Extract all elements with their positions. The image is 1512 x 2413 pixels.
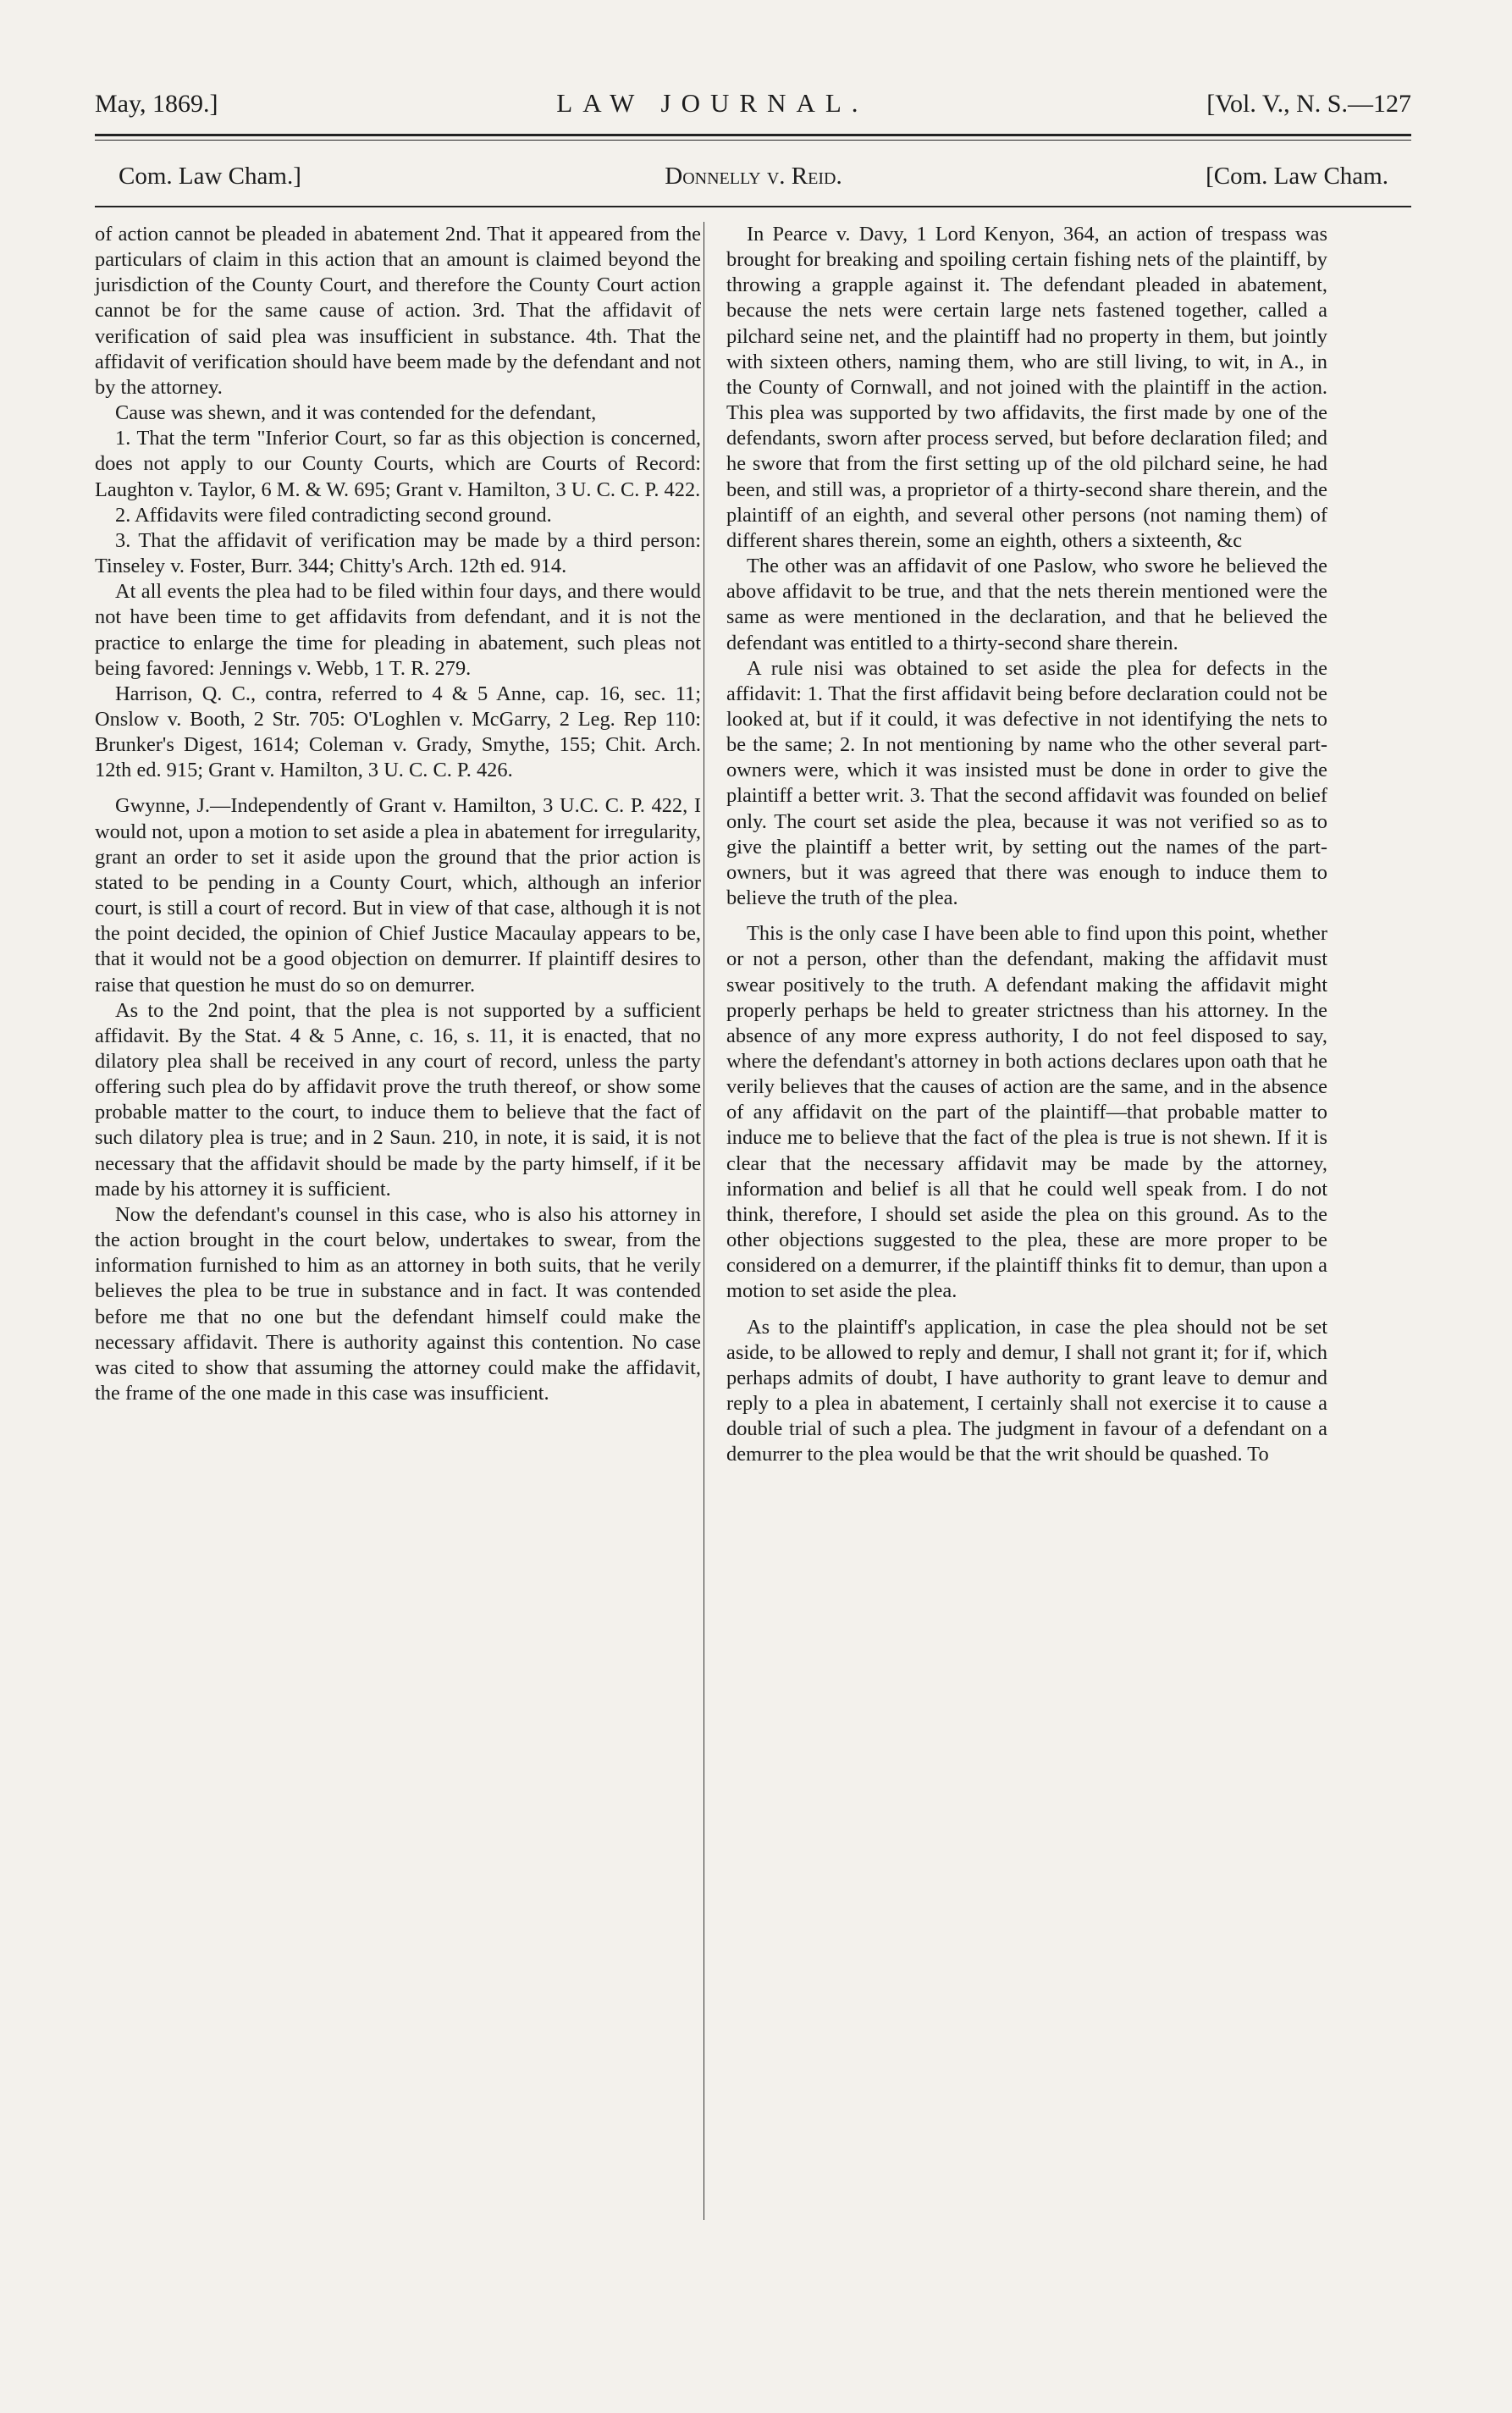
paragraph: The other was an affidavit of one Paslow, who swore he believed the above affidavit to be true, and that the nets therein mentioned were the same as were mentioned in the declaration, and that he believed the defendant was entitled to a thirty-second share therein.: [726, 555, 1327, 654]
case-name: Donnelly v. Reid.: [665, 163, 842, 190]
header-rule-thin: [95, 140, 1411, 141]
paragraph: 1. That the term "Inferior Court, so far as this objection is concerned, does not apply to our County Courts, which are Courts of Record: Laughton v. Taylor, 6 M. & W. 695; Grant v. Hamilton, 3 U. C. C. P. 422.: [95, 427, 701, 501]
paragraph: This is the only case I have been able to find upon this point, whether or not a person, other than the defendant, making the affidavit must swear positively to the truth. A defendant making the affidavit might properly perhaps be held to greater strictness than his attorney. In the absence of any more express authority, I do not feel disposed to say, where the defendant's attorney in both actions declares upon oath that he verily believes that the causes of action are the same, and in the absence of any affidavit on the part of the plaintiff—that probable matter to induce me to believe that the fact of the plea is true is not shewn. If it is clear that the necessary affidavit may be made by the attorney, information and belief is all that he could well speak from. I do not think, therefore, I should set aside the plea on this ground. As to the other objections suggested to the plea, these are more proper to be considered on a demurrer, if the plaintiff thinks fit to demur, than upon a motion to set aside the plea.: [726, 922, 1327, 1303]
judgment-paragraph: Gwynne, J.—Independently of Grant v. Hamilton, 3 U.C. C. P. 422, I would not, upon a motion to set aside a plea in abatement for irregularity, grant an order to set it aside upon the ground that the prior action is stated to be pending in a County Court, which, although an inferior court, is still a court of record. But in view of that case, although it is not the point decided, the opinion of Chief Justice Macaulay appears to be, that it would not be a good objection on demurrer. If plaintiff desires to raise that question he must do so on demurrer.: [95, 794, 701, 997]
paragraph: Harrison, Q. C., contra, referred to 4 & 5 Anne, cap. 16, sec. 11; Onslow v. Booth, 2 Str. 705: O'Loghlen v. McGarry, 2 Leg. Rep 110: Brunker's Digest, 1614; Coleman v. Grady, Smythe, 155; Chit. Arch. 12th ed. 915; Grant v. Hamilton, 3 U. C. C. P. 426.: [95, 682, 701, 782]
paragraph: As to the plaintiff's application, in case the plea should not be set aside, to be allowed to reply and demur, I shall not grant it; for if, which perhaps admits of doubt, I have authority to grant leave to demur and reply to a plea in abatement, I certainly shall not exercise it to cause a double trial of such a plea. The judgment in favour of a defendant on a demurrer to the plea would be that the writ should be quashed. To: [726, 1315, 1327, 1466]
paragraph: Now the defendant's counsel in this case, who is also his attorney in the action brought in the court below, undertakes to swear, from the information furnished to him as an attorney in both suits, that he verily believes the plea to be true in substance and in fact. It was contended before me that no one but the defendant himself could make the necessary affidavit. There is authority against this contention. No case was cited to show that assuming the attorney could make the affidavit, the frame of the one made in this case was insufficient.: [95, 1202, 701, 1405]
issue-date: May, 1869.]: [95, 90, 218, 118]
case-header-rule: [95, 206, 1411, 207]
paragraph: 3. That the affidavit of verification may be made by a third person: Tinseley v. Foster, Burr. 344; Chitty's Arch. 12th ed. 914.: [95, 528, 701, 578]
header-rule-thick: [95, 134, 1411, 136]
paragraph: of action cannot be pleaded in abatement 2nd. That it appeared from the particulars of claim in this action that an amount is claimed beyond the jurisdiction of the County Court, and therefore the County Court action cannot be for the same cause of action. 3rd. That the affidavit of verification of said plea was insufficient in substance. 4th. That the affidavit of verification should have beem made by the defendant and not by the attorney.: [95, 223, 701, 399]
paragraph: Cause was shewn, and it was contended for the defendant,: [115, 401, 597, 425]
running-header: [95, 88, 1411, 119]
court-right: [Com. Law Cham.: [1206, 163, 1388, 190]
paragraph: At all events the plea had to be filed within four days, and there would not have been time to get affidavits from defendant, and it is not the practice to enlarge the time for pleading in abatement, such pleas not being favored: Jennings v. Webb, 1 T. R. 279.: [95, 580, 701, 680]
paragraph: 2. Affidavits were filed contradicting second ground.: [115, 503, 552, 527]
left-column: [95, 222, 701, 1406]
right-column: [726, 222, 1327, 1468]
court-left: Com. Law Cham.]: [119, 163, 301, 190]
journal-title: LAW JOURNAL.: [556, 88, 869, 118]
case-header: [119, 163, 1388, 190]
volume-page: [Vol. V., N. S.—127: [1206, 90, 1411, 118]
paragraph: As to the 2nd point, that the plea is not supported by a sufficient affidavit. By the Stat. 4 & 5 Anne, c. 16, s. 11, it is enacted, that no dilatory plea shall be received in any court of record, unless the party offering such plea do by affidavit prove the truth thereof, or show some probable matter to the court, to induce them to believe that the fact of such dilatory plea is true; and in 2 Saun. 210, in note, it is said, it is not necessary that the affidavit should be made by the party himself, if it be made by his attorney it is sufficient.: [95, 998, 701, 1201]
paragraph: In Pearce v. Davy, 1 Lord Kenyon, 364, an action of trespass was brought for breaking and spoiling certain fishing nets of the plaintiff, by throwing a grapple against it. The defendant pleaded in abatement, because the nets were certain large nets fastened together, called a pilchard seine net, and the plaintiff had no property in them, but jointly with sixteen others, naming them, who are still living, to wit, in A., in the County of Cornwall, and not joined with the plaintiff in the action. This plea was supported by two affidavits, the first made by one of the defendants, sworn after process served, but before declaration filed; and he swore that from the first setting up of the old pilchard seine, he had been, and still was, a proprietor of a thirty-second share therein, and the plaintiff of an eighth, and several other persons (not naming them) of different shares therein, some an eighth, others a sixteenth, &c: [726, 223, 1327, 552]
paragraph: A rule nisi was obtained to set aside the plea for defects in the affidavit: 1. That the first affidavit being before declaration could not be looked at, but if it could, it was defective in not identifying the nets to be the same; 2. In not mentioning by name who the other several part-owners were, which it was insisted must be done in order to give the plaintiff a better writ. 3. That the second affidavit was founded on belief only. The court set aside the plea, because it was not verified so as to give the plaintiff a better writ, by setting out the names of the part-owners, but it was agreed that there was enough to induce them to believe the truth of the plea.: [726, 656, 1327, 910]
